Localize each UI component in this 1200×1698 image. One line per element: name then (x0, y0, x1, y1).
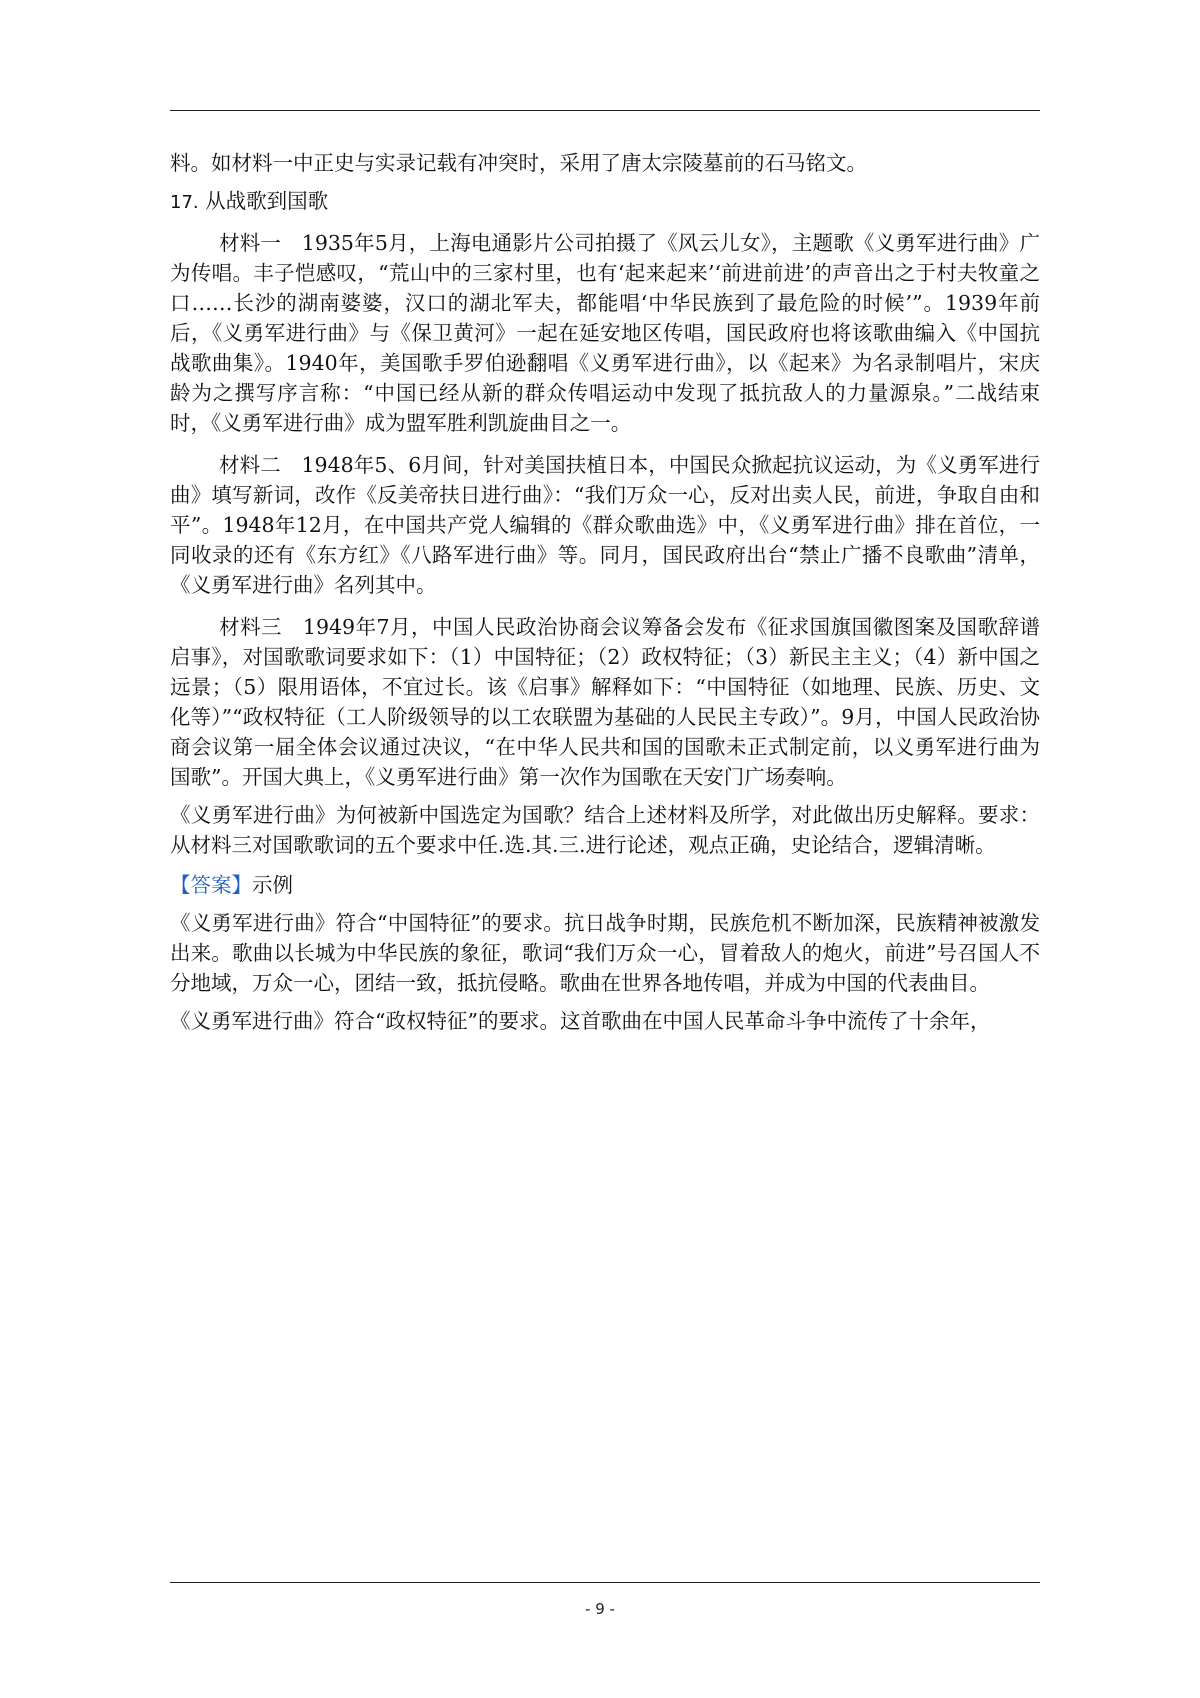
continuation-paragraph: 料。如材料一中正史与实录记载有冲突时，采用了唐太宗陵墓前的石马铭文。 (170, 151, 867, 175)
answer-label: 示例 (252, 873, 293, 897)
material-3: 材料三 1949年7月，中国人民政治协商会议筹备会发布《征求国旗国徽图案及国歌辞谱启事》，对国歌歌词要求如下：（1）中国特征；（2）政权特征；（3）新民主主义；（4）新中国之远景；（5）限用语体，不宜过长。该《启事》解释如下：“中国特征（如地理、民族、历史、文化等）”“政权特征（工人阶级领导的以工农联盟为基础的人民民主专政）”。9月，中国人民政治协商会议第一届全体会议通过决议，“在中华人民共和国的国歌未正式制定前，以义勇军进行曲为国歌”。开国大典上，《义勇军进行曲》第一次作为国歌在天安门广场奏响。 (170, 615, 1040, 789)
page-content (170, 148, 1040, 1036)
answer-paragraph-2: 《义勇军进行曲》符合“政权特征”的要求。这首歌曲在中国人民革命斗争中流传了十余年， (170, 1009, 991, 1033)
answer-heading (170, 870, 1040, 900)
material-1: 材料一 1935年5月，上海电通影片公司拍摄了《风云儿女》，主题歌《义勇军进行曲》广为传唱。丰子恺感叹，“荒山中的三家村里，也有‘起来起来’‘前进前进’的声音出之于村夫牧童之口……长沙的湖南婆婆，汉口的湖北军夫，都能唱‘中华民族到了最危险的时候’”。1939年前后，《义勇军进行曲》与《保卫黄河》一起在延安地区传唱，国民政府也将该歌曲编入《中国抗战歌曲集》。1940年，美国歌手罗伯逊翻唱《义勇军进行曲》，以《起来》为名录制唱片，宋庆龄为之撰写序言称：“中国已经从新的群众传唱运动中发现了抵抗敌人的力量源泉。”二战结束时，《义勇军进行曲》成为盟军胜利凯旋曲目之一。 (170, 231, 1040, 435)
question-title: 从战歌到国歌 (205, 189, 329, 213)
footer-rule (170, 1582, 1040, 1583)
answer-paragraph-1: 《义勇军进行曲》符合“中国特征”的要求。抗日战争时期，民族危机不断加深，民族精神被激发出来。歌曲以长城为中华民族的象征，歌词“我们万众一心，冒着敌人的炮火，前进”号召国人不分地域，万众一心，团结一致，抵抗侵略。歌曲在世界各地传唱，并成为中国的代表曲目。 (170, 911, 1040, 995)
question-prompt: 《义勇军进行曲》为何被新中国选定为国歌？结合上述材料及所学，对此做出历史解释。要求：从材料三对国歌歌词的五个要求中任.选.其.三.进行论述，观点正确，史论结合，逻辑清晰。 (170, 803, 1040, 857)
question-heading (170, 186, 1040, 218)
header-rule (170, 110, 1040, 111)
question-number: 17. (170, 192, 199, 213)
answer-tag: 【答案】 (170, 873, 252, 897)
page-number: - 9 - (585, 1600, 615, 1618)
material-2: 材料二 1948年5、6月间，针对美国扶植日本，中国民众掀起抗议运动，为《义勇军进行曲》填写新词，改作《反美帝扶日进行曲》：“我们万众一心，反对出卖人民，前进，争取自由和平”。1948年12月，在中国共产党人编辑的《群众歌曲选》中，《义勇军进行曲》排在首位，一同收录的还有《东方红》《八路军进行曲》等。同月，国民政府出台“禁止广播不良歌曲”清单，《义勇军进行曲》名列其中。 (170, 453, 1040, 597)
